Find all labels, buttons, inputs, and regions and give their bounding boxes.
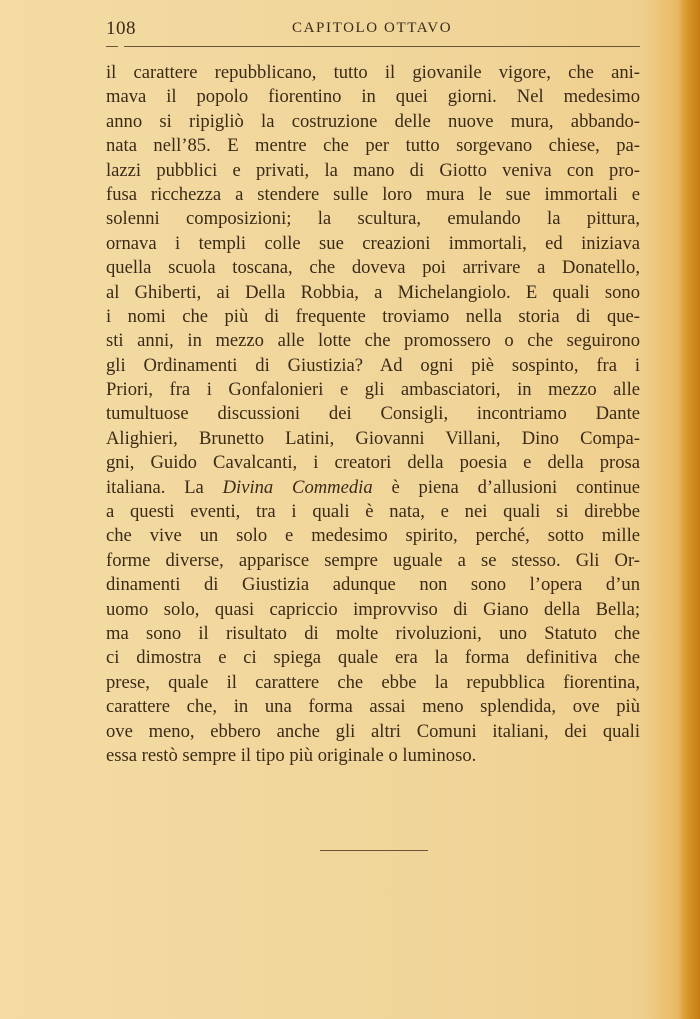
text-line: tumultuose discussioni dei Consigli, incontriamo Dante (106, 403, 640, 425)
text-line: ove meno, ebbero anche gli altri Comuni italiani, dei quali (106, 720, 640, 742)
section-end-rule (320, 850, 428, 851)
text-line: a questi eventi, tra i quali è nata, e nei quali si direbbe (106, 501, 640, 523)
work-title-italic: Divina Commedia (222, 476, 373, 498)
header-rule (124, 46, 640, 47)
header-rule-left (106, 46, 118, 47)
text-fragment: italiana. La (106, 476, 223, 498)
text-line: uomo solo, quasi capriccio improvviso di Giano della Bella; (106, 598, 640, 620)
text-line: ma sono il risultato di molte rivoluzioni, uno Statuto che (106, 622, 640, 644)
text-line: nata nell’85. E mentre che per tutto sorgevano chiese, pa- (106, 135, 640, 157)
text-line: i nomi che più di frequente troviamo nella storia di que- (106, 305, 640, 327)
text-line: anno si ripigliò la costruzione delle nuove mura, abbando- (106, 110, 640, 132)
text-line: sti anni, in mezzo alle lotte che promossero o che seguirono (106, 330, 640, 352)
text-fragment: è piena d’allusioni continue (372, 476, 640, 498)
text-line: mava il popolo fiorentino in quei giorni. Nel medesimo (106, 86, 640, 108)
text-line: prese, quale il carattere che ebbe la repubblica fiorentina, (106, 671, 640, 693)
page-edge-shadow (678, 0, 700, 1019)
text-line: ci dimostra e ci spiega quale era la forma definitiva che (106, 647, 640, 669)
text-line: forme diverse, apparisce sempre uguale a se stesso. Gli Or- (106, 549, 640, 571)
text-line: lazzi pubblici e privati, la mano di Giotto veniva con pro- (106, 159, 640, 181)
text-line: Priori, fra i Gonfalonieri e gli ambasciatori, in mezzo alle (106, 379, 640, 401)
text-line: carattere che, in una forma assai meno splendida, ove più (106, 696, 640, 718)
text-line: quella scuola toscana, che doveva poi arrivare a Donatello, (106, 257, 640, 279)
text-line-with-title (106, 476, 640, 500)
text-line: dinamenti di Giustizia adunque non sono l’opera d’un (106, 574, 640, 596)
running-head: CAPITOLO OTTAVO (292, 20, 453, 36)
text-line: al Ghiberti, ai Della Robbia, a Michelangiolo. E quali sono (106, 281, 640, 303)
text-line: fusa ricchezza a stendere sulle loro mura le sue immortali e (106, 183, 640, 205)
text-line: gli Ordinamenti di Giustizia? Ad ogni piè sospinto, fra i (106, 354, 640, 376)
body-text (106, 61, 640, 768)
text-line: solenni composizioni; la scultura, emulando la pittura, (106, 208, 640, 230)
text-line: gni, Guido Cavalcanti, i creatori della poesia e della prosa (106, 452, 640, 474)
text-line-last: essa restò sempre il tipo più originale o luminoso. (106, 744, 477, 766)
text-line: il carattere repubblicano, tutto il giovanile vigore, che ani- (106, 62, 640, 83)
text-line: ornava i templi colle sue creazioni immortali, ed iniziava (106, 232, 640, 254)
page-header (106, 18, 640, 44)
page-number: 108 (106, 18, 136, 39)
text-line: Alighieri, Brunetto Latini, Giovanni Villani, Dino Compa- (106, 427, 640, 449)
text-line: che vive un solo e medesimo spirito, perché, sotto mille (106, 525, 640, 547)
